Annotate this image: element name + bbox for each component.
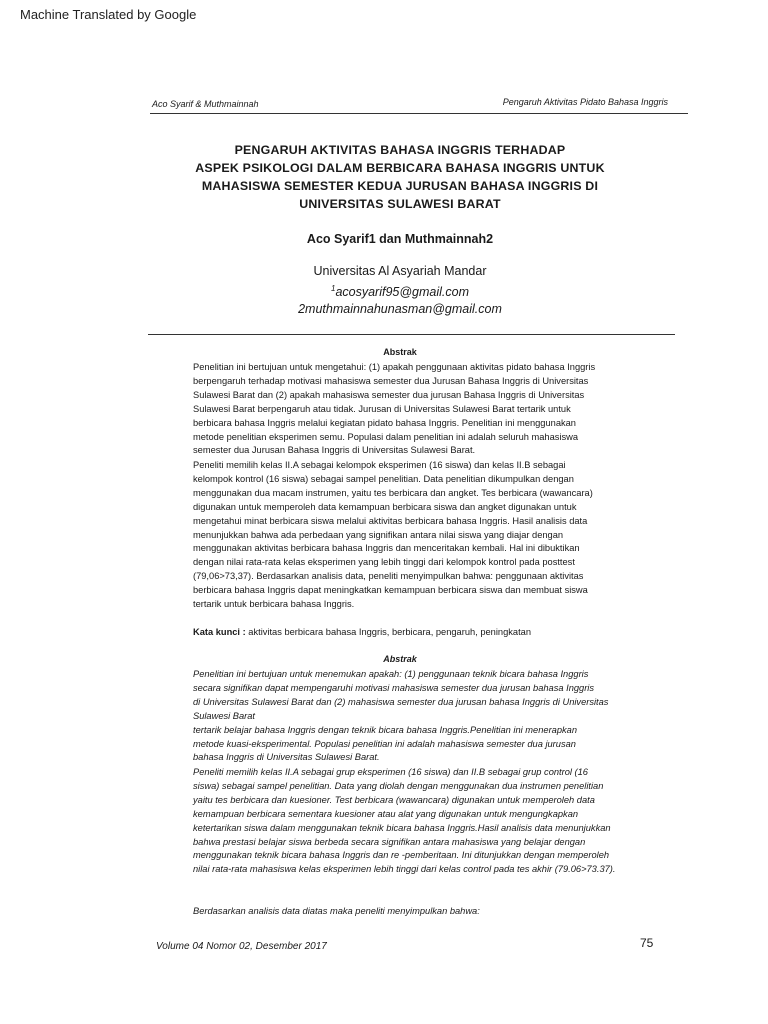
running-header-authors: Aco Syarif & Muthmainnah [152,99,259,109]
text-line: Peneliti memilih kelas II.A sebagai grup eksperimen (16 siswa) dan II.B sebagai grup control (16 [193,767,588,777]
text-line: kemampuan berbicara sementara kuesioner atau alat yang digunakan untuk mengungkapkan [193,808,579,819]
text-line: Penelitian ini bertujuan untuk menemukan apakah: (1) penggunaan teknik bicara bahasa Inggris [193,669,589,679]
text-line: digunakan untuk memperoleh data kemampuan berbicara siswa dan angket digunakan untuk [193,501,577,512]
title-line: UNIVERSITAS SULAWESI BARAT [299,197,501,211]
keywords-line [193,627,531,637]
university-name: Universitas Al Asyariah Mandar [313,264,487,278]
text-line: bahwa prestasi belajar siswa berbeda secara signifikan antara mahasiswa yang belajar dengan [193,836,586,847]
text-line: metode penelitian eksperimen semu. Populasi dalam penelitian ini adalah seluruh mahasiswa [193,431,579,442]
machine-translation-banner: Machine Translated by Google [20,7,197,22]
text-line: di Universitas Sulawesi Barat dan (2) mahasiswa semester dua jurusan bahasa Inggris di Universitas [193,696,609,707]
title-line: PENGARUH AKTIVITAS BAHASA INGGRIS TERHADAP [234,143,566,157]
keywords-label: Kata kunci : [193,627,246,637]
section-divider [148,334,675,335]
title-line: MAHASISWA SEMESTER KEDUA JURUSAN BAHASA INGGRIS DI [201,179,599,193]
text-line: berbicara bahasa Inggris melalui kegiatan pidato bahasa Inggris. Penelitian ini menggunakan [193,417,576,428]
text-line: berpengaruh terhadap motivasi mahasiswa semester dua Jurusan Bahasa Inggris di Universitas [193,375,589,386]
text-line: semester dua Jurusan Bahasa Inggris di Universitas Sulawesi Barat. [193,445,476,456]
text-line: (79,06>73,37). Berdasarkan analisis data, peneliti menyimpulkan bahwa: penggunaan aktivitas [193,571,584,582]
abstract-heading: Abstrak [383,347,417,357]
title-line: ASPEK PSIKOLOGI DALAM BERBICARA BAHASA INGGRIS UNTUK [195,161,605,175]
abstract-paragraph-2 [193,459,643,612]
text-line: secara signifikan dapat mempengaruhi motivasi mahasiswa semester dua jurusan bahasa Inggris [193,682,595,693]
text-line: mengetahui minat berbicara siswa melalui aktivitas berbicara bahasa Inggris. Hasil analisis data [193,515,588,526]
text-line: tertarik untuk berbicara bahasa Inggris. [193,599,355,610]
email-superscript: 1 [330,284,336,293]
text-line: kelompok kontrol (16 siswa) sebagai sampel penelitian. Data penelitian dikumpulkan dengan [193,473,574,484]
text-line: nilai rata-rata mahasiswa kelas eksperimen lebih tinggi dari kelas control pada tes akhir (79.06>73.37). [193,864,616,875]
author-names: Aco Syarif1 dan Muthmainnah2 [306,232,494,246]
text-line: Sulawesi Barat dan (2) apakah mahasiswa semester dua jurusan Bahasa Inggris di Universitas [193,389,585,400]
text-line: Sulawesi Barat berpengaruh atau tidak. Jurusan di Universitas Sulawesi Barat tertarik untuk [193,403,571,414]
text-line: metode kuasi-eksperimental. Populasi penelitian ini adalah mahasiswa semester dua jurusan [193,738,576,749]
abstract2-paragraph-1 [193,668,643,765]
running-header-title: Pengaruh Aktivitas Pidato Bahasa Inggris [502,97,668,107]
text-line: siswa) sebagai sampel penelitian. Data yang diolah dengan menggunakan dua instrumen penelitian [193,780,604,791]
text-line: berbicara bahasa Inggris dapat meningkatkan kemampuan berbicara siswa dan membuat siswa [193,585,588,596]
text-line: Peneliti memilih kelas II.A sebagai kelompok eksperimen (16 siswa) dan kelas II.B sebagai [193,460,566,470]
author-email-2: 2muthmainnahunasman@gmail.com [298,302,502,317]
text-line: Penelitian ini bertujuan untuk mengetahui: (1) apakah penggunaan aktivitas pidato bahasa Inggris [193,362,596,372]
page-number: 75 [640,936,654,950]
keywords-text: aktivitas berbicara bahasa Inggris, berbicara, pengaruh, peningkatan [245,627,531,637]
text-line: Sulawesi Barat [193,710,256,721]
text-line: dengan nilai rata-rata kelas eksperimen yang lebih tinggi dari kelompok kontrol pada posttest [193,557,575,568]
text-line: tertarik belajar bahasa Inggris dengan teknik bicara bahasa Inggris.Penelitian ini menerapkan [193,724,577,735]
abstract-heading-2: Abstrak [383,654,417,664]
abstract2-paragraph-2 [193,766,643,877]
paper-title [150,141,650,213]
text-line: menggunakan teknik bicara bahasa Inggris dan re -pemberitaan. Ini ditunjukkan dengan memperoleh [193,850,610,861]
conclusion-line: Berdasarkan analisis data diatas maka peneliti menyimpulkan bahwa: [193,906,480,916]
text-line: bahasa Inggris di Universitas Sulawesi Barat. [193,752,380,763]
text-line: ketertarikan siswa dalam menggunakan teknik bicara bahasa Inggris.Hasil analisis data menunjukkan [193,822,611,833]
author-email-1: acosyarif95@gmail.com [335,285,470,300]
text-line: menggunakan dua macam instrumen, yaitu tes berbicara dan angket. Tes berbicara (wawancara) [193,487,593,498]
text-line: menunjukkan bahwa ada perbedaan yang signifikan antara nilai siswa yang diajar dengan [193,529,564,540]
footer-volume: Volume 04 Nomor 02, Desember 2017 [156,941,327,952]
text-line: yaitu tes berbicara dan kuesioner. Test berbicara (wawancara) digunakan untuk memperoleh data [193,794,595,805]
affiliation-block [150,263,650,318]
header-divider [150,113,688,114]
email-line-1 [150,280,650,301]
text-line: menggunakan aktivitas berbicara bahasa Inggris dan menceritakan kembali. Hal ini dibuktikan [193,543,580,554]
abstract-paragraph-1 [193,361,643,458]
